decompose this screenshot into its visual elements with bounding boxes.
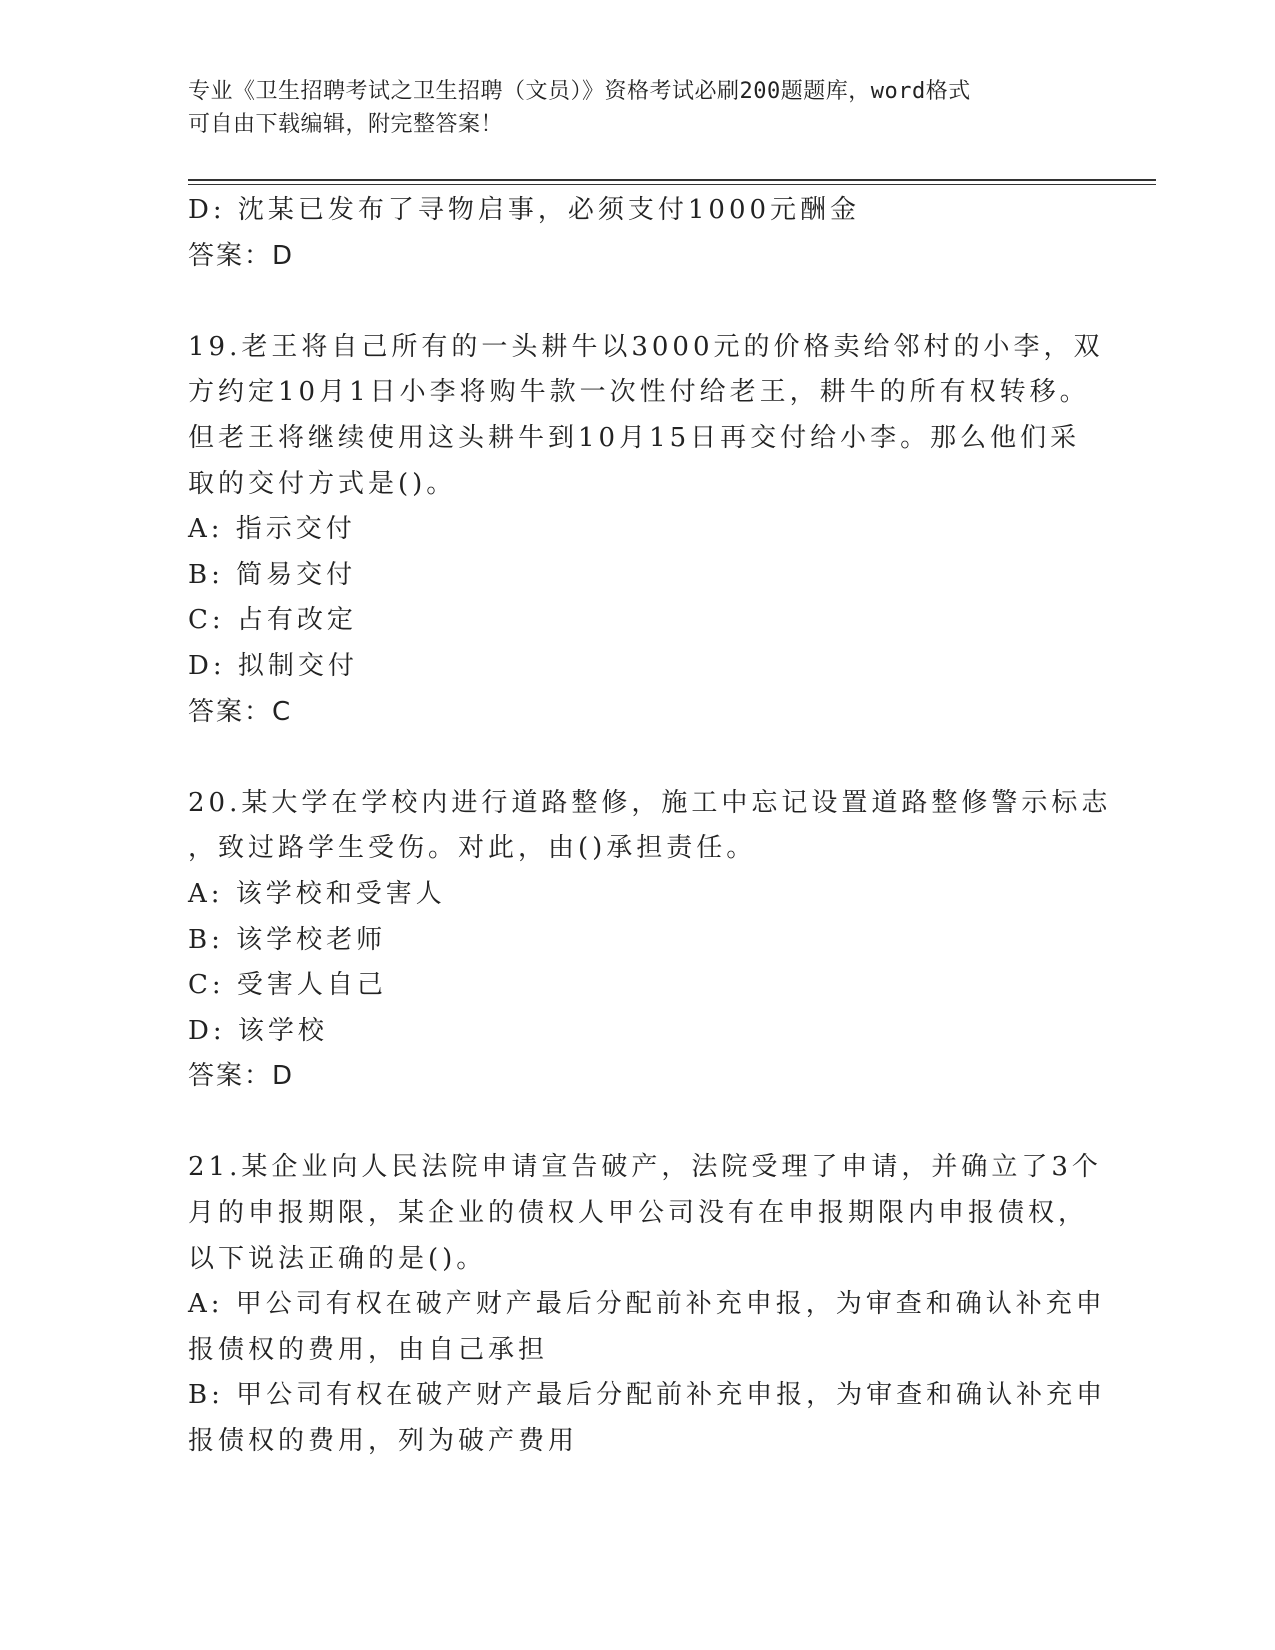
answer-line: 答案：C (188, 696, 293, 727)
question-text-line: 19.老王将自己所有的一头耕牛以3000元的价格卖给邻村的小李，双 (188, 331, 1104, 362)
option-b: B: 该学校老师 (188, 924, 387, 955)
question-text-line: 方约定10月1日小李将购牛款一次性付给老王，耕牛的所有权转移。 (188, 377, 1090, 408)
question-text-line: 以下说法正确的是()。 (188, 1243, 487, 1274)
header-title-line-1: 专业《卫生招聘考试之卫生招聘（文员）》资格考试必刷200题题库，word格式 (188, 79, 971, 104)
question-text-line: 但老王将继续使用这头耕牛到10月15日再交付给小李。那么他们采 (188, 422, 1081, 453)
option-d: D: 该学校 (188, 1015, 328, 1046)
question-19 (188, 325, 1104, 735)
document-body (188, 188, 1112, 1465)
question-text-line: 20.某大学在学校内进行道路整修，施工中忘记设置道路整修警示标志 (188, 787, 1112, 818)
question-20 (188, 781, 1112, 1100)
option-d: D: 拟制交付 (188, 650, 358, 681)
option-c: C: 受害人自己 (188, 970, 387, 1001)
question-text-line: 月的申报期限，某企业的债权人甲公司没有在申报期限内申报债权， (188, 1198, 1089, 1229)
option-b-continued: 报债权的费用，列为破产费用 (188, 1426, 579, 1457)
option-a-continued: 报债权的费用，由自己承担 (188, 1334, 549, 1365)
option-d: D: 沈某已发布了寻物启事，必须支付1000元酬金 (188, 195, 861, 225)
question-text-line: 21.某企业向人民法院申请宣告破产，法院受理了申请，并确立了3个 (188, 1152, 1102, 1183)
header-title-line-2: 可自由下载编辑，附完整答案！ (188, 112, 504, 137)
answer-line: 答案：D (188, 1061, 295, 1092)
option-a: A: 指示交付 (188, 514, 356, 545)
question-text-line: ，致过路学生受伤。对此，由()承担责任。 (188, 833, 757, 864)
spacer (188, 279, 1088, 325)
option-c: C: 占有改定 (188, 605, 357, 636)
header-divider-thin (188, 184, 1156, 185)
question-18-continuation (188, 188, 1088, 279)
answer-line: 答案：D (188, 240, 295, 271)
spacer (188, 1100, 1088, 1146)
question-21 (188, 1145, 1107, 1464)
option-a: A: 甲公司有权在破产财产最后分配前补充申报，为审查和确认补充申 (188, 1289, 1106, 1320)
option-a: A: 该学校和受害人 (188, 878, 446, 909)
question-text-line: 取的交付方式是()。 (188, 468, 457, 499)
option-b: B: 简易交付 (188, 559, 357, 590)
option-b: B: 甲公司有权在破产财产最后分配前补充申报，为审查和确认补充申 (188, 1380, 1107, 1411)
document-header (188, 75, 1068, 141)
header-divider-thick (188, 179, 1156, 181)
spacer (188, 735, 1088, 781)
